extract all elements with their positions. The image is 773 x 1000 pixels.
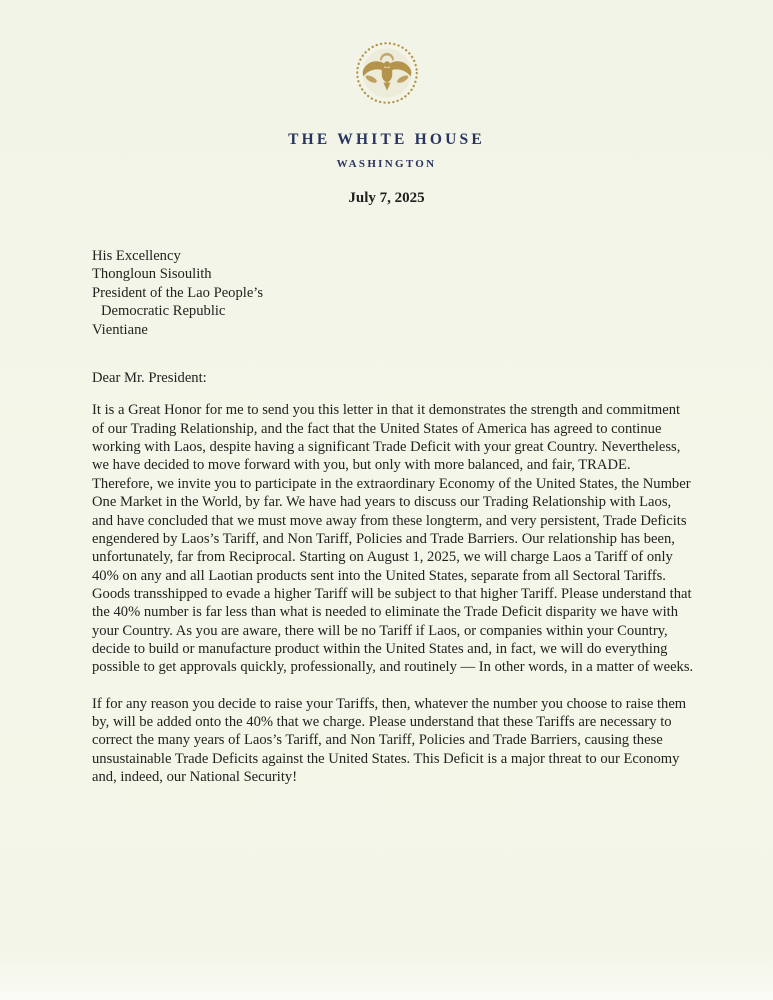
recipient-address bbox=[92, 247, 773, 339]
recipient-line: President of the Lao People’s bbox=[92, 284, 264, 301]
letter-date: July 7, 2025 bbox=[348, 190, 425, 206]
body-paragraph-2: If for any reason you decide to raise your Tariffs, then, whatever the number you choose to raise them by, will be added onto the 40% that we charge. Please understand that these Tariffs are necessary to correct the many years of Laos’s Tariff, and Non Tariff, Policies and Trade Barriers, causing these unsustainable Trade Deficits against the United States. This Deficit is a major threat to our Economy and, indeed, our National Security! bbox=[92, 695, 687, 785]
recipient-line: His Excellency bbox=[92, 248, 181, 264]
letterhead-subtitle: WASHINGTON bbox=[336, 158, 437, 170]
recipient-line: Vientiane bbox=[92, 321, 148, 338]
recipient-line: Thongloun Sisoulith bbox=[92, 266, 212, 283]
letterhead-title: THE WHITE HOUSE bbox=[288, 131, 485, 148]
recipient-line: Democratic Republic bbox=[101, 303, 226, 320]
body-paragraph-1: It is a Great Honor for me to send you this letter in that it demonstrates the strength and commitment of our Trading Relationship, and the fact that the United States of America has agreed to continue working with Laos, despite having a significant Trade Deficit with your great Country. Nevertheless, we have decided to move forward with you, but only with more balanced, and fair, TRADE. Therefore, we invite you to participate in the extraordinary Economy of the United States, the Number One Market in the World, by far. We have had years to discuss our Trading Relationship with Laos, and have concluded that we must move away from these longterm, and very persistent, Trade Deficits engendered by Laos’s Tariff, and Non Tariff, Policies and Trade Barriers. Our relationship has been, unfortunately, far from Reciprocal. Starting on August 1, 2025, we will charge Laos a Tariff of only 40% on any and all Laotian products sent into the United States, separate from all Sectoral Tariffs. Goods transshipped to evade a higher Tariff will be subject to that higher Tariff. Please understand that the 40% number is far less than what is needed to eliminate the Trade Deficit disparity we have with your Country. As you are aware, there will be no Tariff if Laos, or companies within your Country, decide to build or manufacture product within the United States and, in fact, we will do everything possible to get approvals quickly, professionally, and routinely — In other words, in a matter of weeks. bbox=[92, 402, 694, 676]
presidential-seal-icon bbox=[352, 38, 422, 108]
salutation: Dear Mr. President: bbox=[92, 370, 207, 387]
